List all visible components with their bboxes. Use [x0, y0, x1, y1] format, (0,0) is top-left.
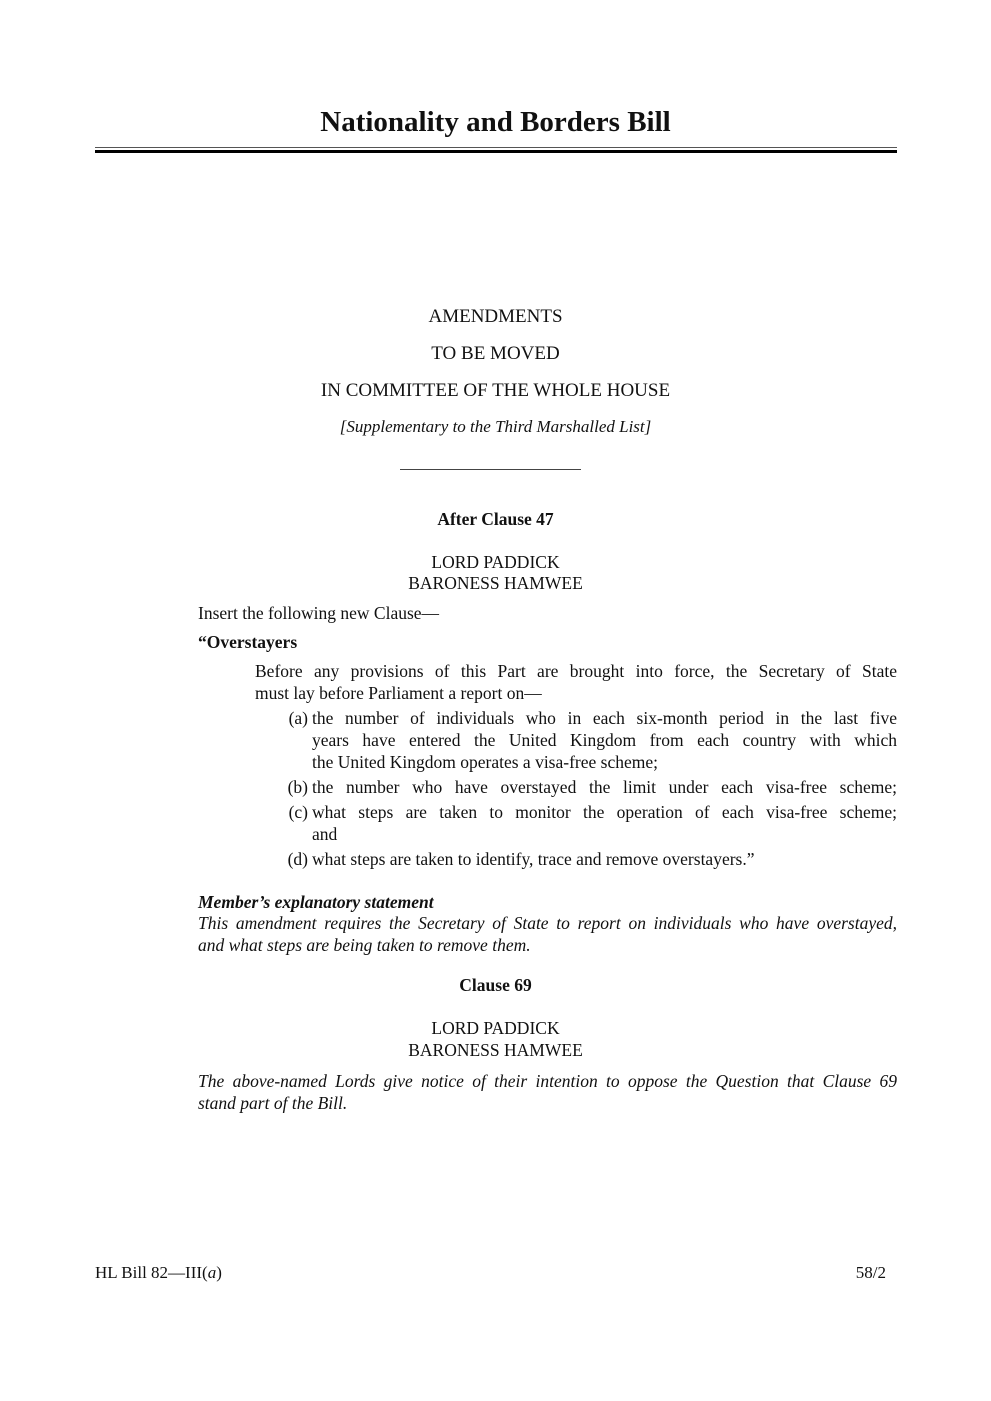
heading-amendments: AMENDMENTS [428, 306, 563, 327]
item-line: and [312, 824, 338, 844]
member-name: LORD PADDICK [431, 1018, 560, 1038]
clause-intro [255, 660, 897, 704]
item-label: (b) [287, 777, 308, 797]
heading-committee: IN COMMITTEE OF THE WHOLE HOUSE [320, 380, 671, 401]
instruction: Insert the following new Clause— [198, 603, 440, 623]
clause-intro-line: Before any provisions of this Part are brought into force, the Secretary of State [255, 661, 897, 681]
clause-heading-69: Clause 69 [459, 975, 532, 995]
bill-ref-italic: a [207, 1263, 217, 1282]
list-item-d [255, 848, 897, 870]
item-line: years have entered the United Kingdom from each country with which [312, 730, 897, 750]
bill-title: Nationality and Borders Bill [320, 106, 671, 138]
footer-page-reference: 58/2 [855, 1263, 886, 1282]
item-line: the United Kingdom operates a visa-free scheme; [312, 752, 658, 772]
list-item-c [255, 801, 897, 845]
notice-line: stand part of the Bill. [198, 1093, 348, 1113]
separator-rule [400, 469, 581, 470]
new-clause-title: “Overstayers [198, 632, 298, 652]
title-rule-thick [95, 150, 897, 153]
explanatory-heading: Member’s explanatory statement [198, 892, 434, 912]
bill-ref-suffix: ) [216, 1263, 222, 1282]
list-item-a [255, 707, 897, 773]
item-line: what steps are taken to monitor the operation of each visa-free scheme; [312, 802, 897, 822]
explanatory-statement [198, 912, 897, 956]
member-name: BARONESS HAMWEE [408, 573, 583, 593]
member-name: LORD PADDICK [431, 552, 560, 572]
subheading: [Supplementary to the Third Marshalled List] [339, 417, 652, 436]
clause-intro-line: must lay before Parliament a report on— [255, 683, 542, 703]
notice-line: The above-named Lords give notice of their intention to oppose the Question that Clause 69 [198, 1071, 897, 1091]
notice-statement [198, 1070, 897, 1114]
list-item-b [255, 776, 897, 798]
explanatory-line: This amendment requires the Secretary of State to report on individuals who have overstayed, [198, 913, 897, 933]
item-line: the number of individuals who in each six-month period in the last five [312, 708, 897, 728]
footer-bill-reference [95, 1263, 222, 1283]
item-label: (a) [288, 708, 308, 728]
title-rule-thin [95, 147, 897, 148]
item-line: the number who have overstayed the limit under each visa-free scheme; [312, 777, 897, 797]
member-name: BARONESS HAMWEE [408, 1040, 583, 1060]
bill-ref-prefix: HL Bill 82—III( [95, 1263, 208, 1282]
clause-heading-after-47: After Clause 47 [437, 509, 554, 529]
item-line: what steps are taken to identify, trace and remove overstayers.” [312, 849, 755, 869]
item-label: (d) [287, 849, 308, 869]
heading-to-be-moved: TO BE MOVED [431, 343, 560, 364]
explanatory-line: and what steps are being taken to remove them. [198, 935, 531, 955]
item-label: (c) [288, 802, 308, 822]
